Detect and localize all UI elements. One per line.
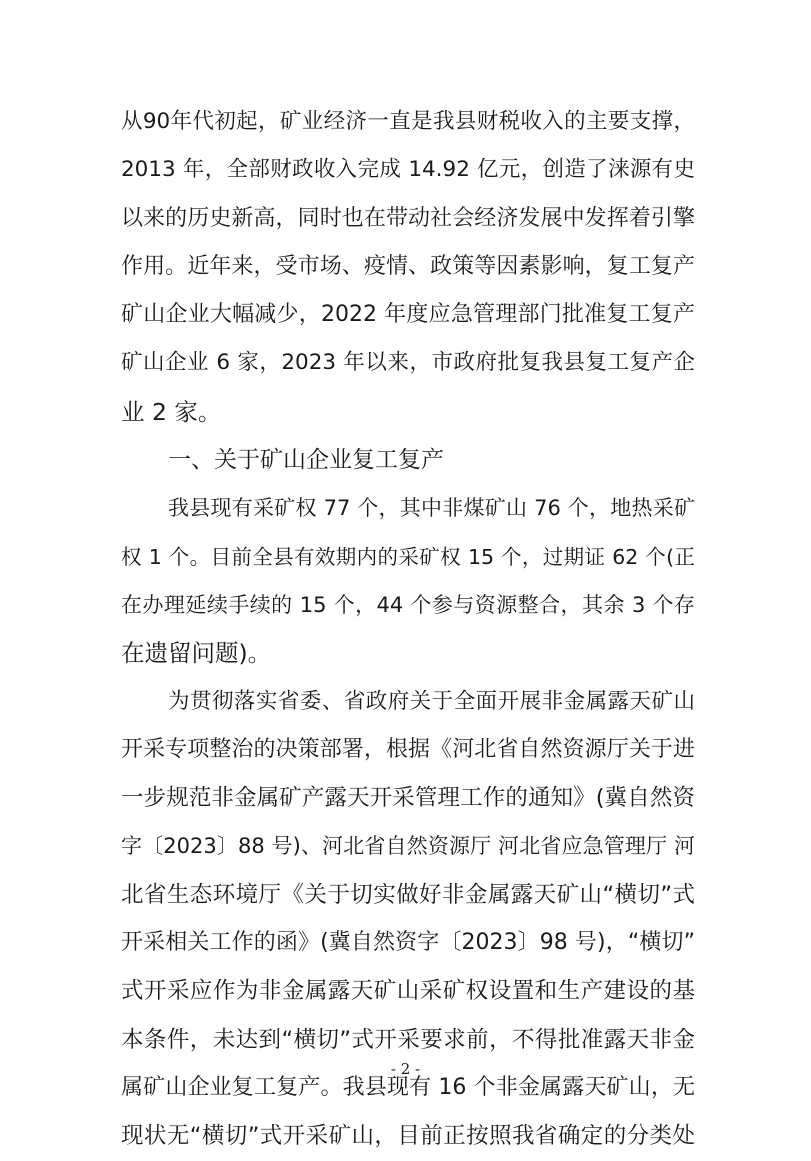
- section-heading: 一、关于矿山企业复工复产: [168, 447, 444, 474]
- text-line: 矿山企业 6 家，2023 年以来，市政府批复我县复工复产企: [121, 350, 695, 376]
- text-line: 矿山企业大幅减少，2022 年度应急管理部门批准复工复产: [121, 302, 695, 328]
- text-line: 开采专项整治的决策部署，根据《河北省自然资源厅关于进: [121, 736, 695, 762]
- paragraph: [121, 98, 695, 436]
- text-line: 以来的历史新高，同时也在带动社会经济发展中发挥着引擎: [121, 205, 695, 231]
- text-line: 一步规范非金属矿产露天开采管理工作的通知》(冀自然资: [121, 785, 695, 812]
- text-line: 现状无“横切”式开采矿山，目前正按照我省确定的分类处: [121, 1123, 695, 1150]
- text-line: 字〔2023〕88 号)、河北省自然资源厅 河北省应急管理厅 河: [121, 834, 695, 859]
- text-line: 北省生态环境厅《关于切实做好非金属露天矿山“横切”式: [121, 881, 695, 908]
- document-body: [121, 98, 695, 1161]
- text-line: 开采相关工作的函》(冀自然资字〔2023〕98 号)，“横切”: [121, 930, 695, 956]
- text-line: 在办理延续手续的 15 个，44 个参与资源整合，其余 3 个存: [121, 592, 695, 617]
- text-line: 从90年代初起，矿业经济一直是我县财税收入的主要支撑，: [121, 109, 695, 134]
- text-line: 式开采应作为非金属露天矿山采矿权设置和生产建设的基: [121, 978, 695, 1005]
- paragraph: [121, 484, 695, 677]
- text-line: 业 2 家。: [121, 397, 222, 426]
- text-line: 本条件，未达到“横切”式开采要求前，不得批准露天非金: [121, 1026, 695, 1053]
- text-line: 权 1 个。目前全县有效期内的采矿权 15 个，过期证 62 个(正: [121, 544, 695, 569]
- text-line: 在遗留问题)。: [121, 639, 272, 668]
- text-line: 我县现有采矿权 77 个，其中非煤矿山 76 个，地热采矿: [168, 496, 695, 521]
- text-line: 属矿山企业复工复产。我县现有 16 个非金属露天矿山，无: [121, 1074, 695, 1100]
- page-number: - 2 -: [390, 1060, 421, 1078]
- paragraph: [121, 678, 695, 1161]
- text-line: 为贯彻落实省委、省政府关于全面开展非金属露天矿山: [168, 688, 695, 714]
- text-line: 2013 年，全部财政收入完成 14.92 亿元，创造了涞源有史: [121, 157, 695, 183]
- text-line: 作用。近年来，受市场、疫情、政策等因素影响，复工复产: [121, 253, 695, 279]
